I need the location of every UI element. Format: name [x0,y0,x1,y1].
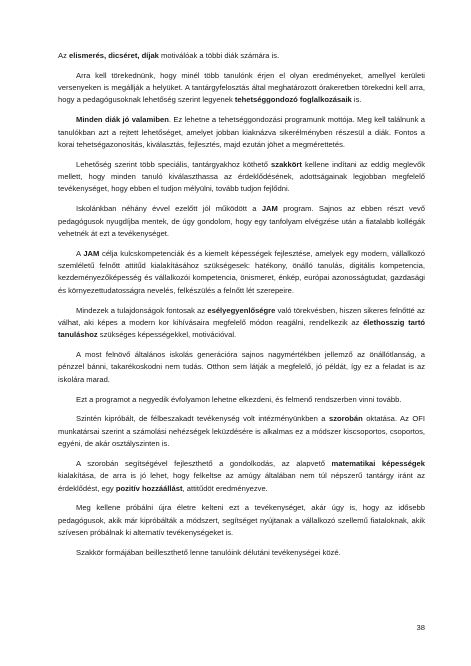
paragraph: A JAM célja kulcskompetenciák és a kiemelt képességek fejlesztése, amelyek egy modern, vállalkozó szemléletű felnőtt attitűd kialakításához szükségesek: hatékony, önálló tanulás, digitális kompetencia, kezdeményezőképesség és vállalkozói kompetencia, önismeret, énkép, európai azonosságtudat, gazdasági és környezettudatosságra nevelés, felkészülés a felnőtt lét szerepeire. [58,248,425,295]
bold-phrase: esélyegyenlőségre [207,305,276,315]
paragraph: Lehetőség szerint több speciális, tantárgyakhoz köthető szakkört kellene indítani az eddig meglevők mellett, hogy minden tanuló kiválaszthassa az érdeklődésének, adottságainak legjobban megfelelő tevékenységet, hogy ebben el tudjon mélyülni, tovább tudjon fejlődni. [58,159,426,194]
paragraph: Meg kellene próbálni újra életre kelteni ezt a tevékenységet, akár úgy is, hogy az idősebb pedagógusok, akik már kipróbálták a módszert, segítséget nyújtanak a vállalkozó szellemű fiataloknak, akik szívesen próbálnak ki alternatív tevékenységeket is. [58,503,425,538]
bold-phrase: élethosszig tartó tanuláshoz [58,317,425,340]
bold-phrase: JAM [261,204,278,214]
paragraph: A most felnövő általános iskolás generációra sajnos nagymértékben jellemző az önállótlanság, a pénzzel bánni, takarékoskodni nem tudás. Otthon sem látják a megfelelő, jó példát, így ez a feladat is az iskolára marad. [58,350,425,384]
bold-phrase: pozitív hozzáállást [115,483,183,493]
bold-phrase: szakkört [271,159,302,169]
paragraph: Az elismerés, dicséret, díjak motiválóak a többi diák számára is. [58,51,280,60]
paragraph: Arra kell törekednünk, hogy minél több tanulónk érjen el olyan eredményeket, amellyel kerületi versenyeken is megállják a helyüket. A tantárgyfelosztás által meghatározott órakeretben törekedni kell arra, hogy a pedagógusoknak lehetőség szerint legyenek tehetséggondozó foglalkozásaik is. [58,70,425,105]
bold-phrase: JAM [83,248,100,258]
page-number: 38 [416,623,425,632]
bold-phrase: matematikai képességek [331,458,425,468]
bold-phrase: szorobán [328,414,363,424]
paragraph: Szakkör formájában beilleszthető lenne tanulóink délutáni tevékenységei közé. [76,547,341,557]
paragraph: Ezt a programot a negyedik évfolyamon lehetne elkezdeni, és felmenő rendszerben vinni tovább. [76,394,402,404]
bold-phrase: elismerés, dicséret, díjak [68,51,159,60]
paragraph: Szintén kipróbált, de félbeszakadt tevékenység volt intézményünkben a szorobán oktatása. Az OFI munkatársai szerint a számolási nehézségek leküzdésére is alkalmas ez a módszer kiscsoportos, csoportos, egyéni, de akár osztályszinten is. [58,414,425,449]
paragraph: Mindezek a tulajdonságok fontosak az esélyegyenlőségre való törekvésben, hiszen sikeres felnőtté az válhat, aki képes a modern kor kihívásaira megfelelő módon reagálni, rendelkezik az élethosszig tartó tanuláshoz szükséges képességekkel, motivációval. [58,305,425,340]
bold-phrase: Minden diák jó valamiben [76,115,169,125]
paragraph: Iskolánkban néhány évvel ezelőtt jól működött a JAM program. Sajnos az ebben részt vevő pedagógusok nyugdíjba mentek, de úgy gondolom, hogy egy tanfolyam elvégzése után a fiatalabb kollégák vehetnék át ezt a tevékenységet. [58,204,425,238]
body-text [58,50,425,559]
bold-phrase: tehetséggondozó foglalkozásaik [234,95,352,105]
paragraph: A szorobán segítségével fejleszthető a gondolkodás, az alapvető matematikai képességek kialakítása, de arra is jó lehet, hogy felkeltse az amúgy általában nem túl népszerű tantárgy iránt az érdeklődést, egy pozitív hozzáállást, attitűdöt eredményezve. [58,458,425,493]
paragraph: Minden diák jó valamiben. Ez lehetne a tehetséggondozási programunk mottója. Meg kell találnunk a tanulókban azt a rejtett lehetőséget, amelyet jobban kiaknázva sikerélményben részesül a diák. Fontos a korai tehetségazonosítás, kiválasztás, fejlesztés, majd ezután jöhet a megmérettetés. [58,115,425,149]
